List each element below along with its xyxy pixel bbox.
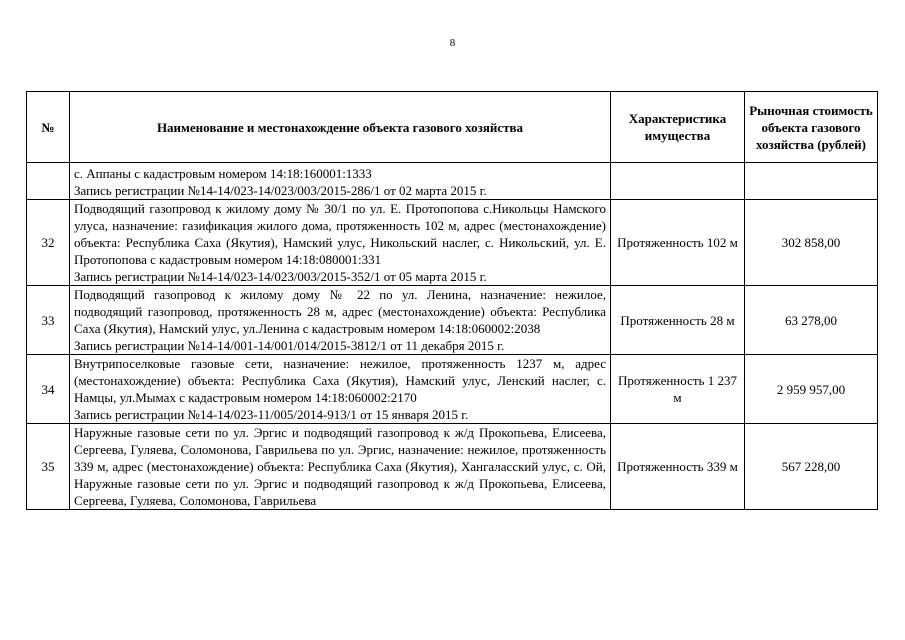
table-header-row [27, 92, 878, 163]
row-num: 33 [27, 286, 70, 355]
description-text: Внутрипоселковые газовые сети, назначение: нежилое, протяженность 1237 м, адрес (местонахождение) объекта: Республика Саха (Якутия), Намский улус, Ленский наслег, с. Намцы, ул.Мымах с кадастровым номером 14:18:060002:2170 [74, 356, 606, 405]
description-text: Подводящий газопровод к жилому дому № 30/1 по ул. Е. Протопопова с.Никольцы Намского улуса, назначение: газификация жилого дома, протяженность 102 м, адрес (местонахождение) объекта: Республика Саха (Якутия), Намский улус, Никольский наслег, с. Никольский, ул. Е. Протопопова с кадастровым номером 14:18:080001:331 [74, 201, 606, 267]
row-value: 63 278,00 [745, 286, 878, 355]
header-value: Рыночная стоимость объекта газового хозяйства (рублей) [745, 92, 878, 163]
row-characteristic: Протяженность 28 м [611, 286, 745, 355]
row-description [70, 200, 611, 286]
page-number: 8 [449, 37, 456, 49]
row-value: 567 228,00 [745, 424, 878, 510]
registration-record: Запись регистрации №14-14/001-14/001/014/2015-3812/1 от 11 декабря 2015 г. [74, 338, 505, 353]
header-num: № [27, 92, 70, 163]
header-characteristic: Характеристика имущества [611, 92, 745, 163]
registration-record: Запись регистрации №14-14/023-14/023/003/2015-352/1 от 05 марта 2015 г. [74, 269, 487, 284]
table-row [27, 200, 878, 286]
row-description [70, 355, 611, 424]
row-characteristic [611, 163, 745, 200]
registration-record: Запись регистрации №14-14/023-11/005/2014-913/1 от 15 января 2015 г. [74, 407, 469, 422]
row-num: 32 [27, 200, 70, 286]
row-description [70, 286, 611, 355]
gas-facilities-table [26, 91, 878, 510]
description-text: с. Аппаны с кадастровым номером 14:18:160001:1333 [74, 166, 372, 181]
header-name: Наименование и местонахождение объекта газового хозяйства [70, 92, 611, 163]
row-characteristic: Протяженность 102 м [611, 200, 745, 286]
row-num: 35 [27, 424, 70, 510]
description-text: Наружные газовые сети по ул. Эргис и подводящий газопровод к ж/д Прокопьева, Елисеева, Сергеева, Гуляева, Соломонова, Гаврильева по ул. Эргис, назначение: нежилое, протяженность 339 м, адрес (местонахождение) объекта: Республика Саха (Якутия), Хангаласский улус, с. Ой, Наружные газовые сети по ул. Эргис и подводящий газопровод к ж/д Прокопьева, Елисеева, Сергеева, Гуляева, Соломонова, Гаврильева [74, 425, 606, 508]
row-value: 2 959 957,00 [745, 355, 878, 424]
row-characteristic: Протяженность 1 237 м [611, 355, 745, 424]
table-row-continuation [27, 163, 878, 200]
row-description [70, 163, 611, 200]
row-num: 34 [27, 355, 70, 424]
registration-record: Запись регистрации №14-14/023-14/023/003/2015-286/1 от 02 марта 2015 г. [74, 183, 487, 198]
row-num [27, 163, 70, 200]
row-value [745, 163, 878, 200]
row-value: 302 858,00 [745, 200, 878, 286]
table-row [27, 355, 878, 424]
row-characteristic: Протяженность 339 м [611, 424, 745, 510]
description-text: Подводящий газопровод к жилому дому № 22 по ул. Ленина, назначение: нежилое, подводящий газопровод, протяженность 28 м, адрес (местонахождение) объекта: Республика Саха (Якутия), Намский улус, ул.Ленина с кадастровым номером 14:18:060002:2038 [74, 287, 606, 336]
table-row [27, 424, 878, 510]
row-description [70, 424, 611, 510]
table-row [27, 286, 878, 355]
